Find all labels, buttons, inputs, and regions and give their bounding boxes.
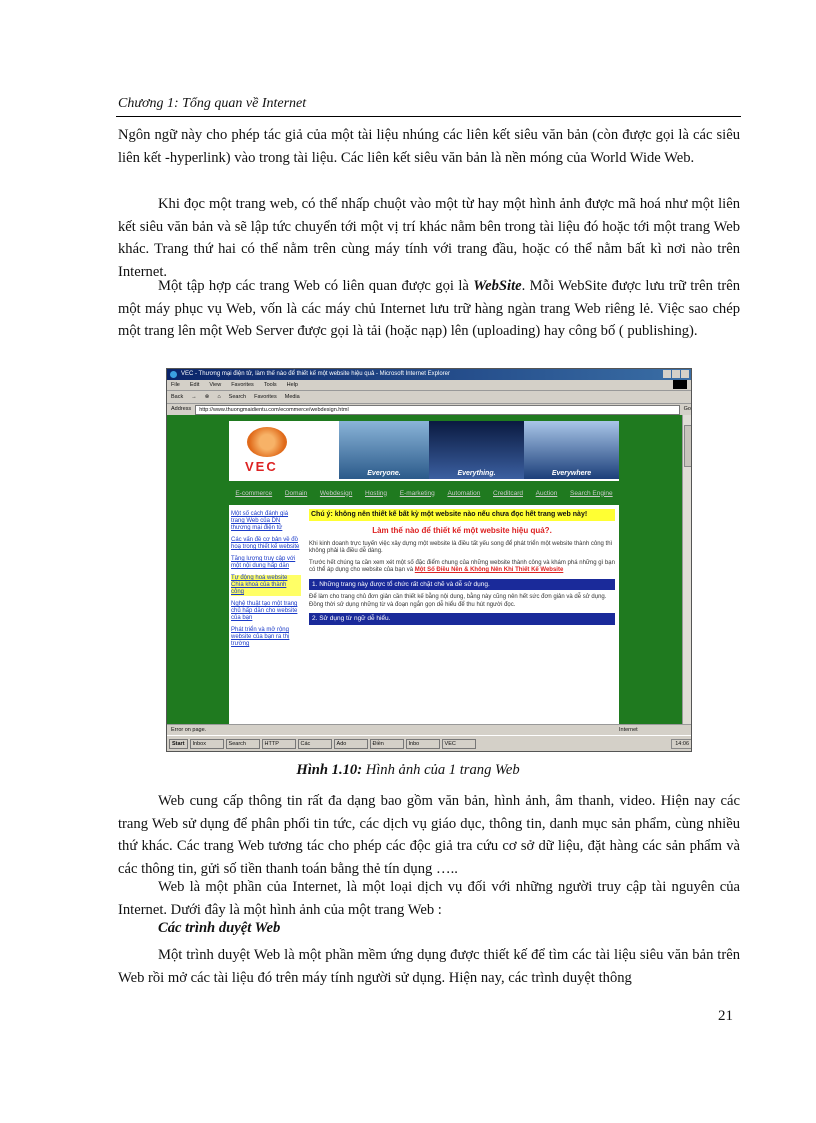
site-heading: Làm thế nào để thiết kế một website hiệu quả?. — [372, 526, 552, 535]
browser-titlebar — [167, 369, 691, 380]
paragraph-5: Web là một phần của Internet, là một loại dịch vụ đối với những người truy cập tài nguyên của Internet. Dưới đây là một hình ảnh của một trang Web : — [118, 879, 740, 918]
figure-text: Hình ảnh của 1 trang Web — [362, 762, 520, 778]
search-button: Search — [228, 394, 247, 400]
site-notice: Chú ý: không nên thiết kế bất kỳ một website nào nếu chưa đọc hết trang web này! — [309, 509, 615, 521]
task-item: VEC — [442, 739, 476, 749]
site-main-content — [309, 509, 615, 724]
nav-search-engine: Search Engine — [570, 489, 613, 497]
banner-text-3: Everywhere — [551, 470, 592, 477]
banner-image-1 — [339, 421, 429, 479]
paragraph-1: Ngôn ngữ này cho phép tác giả của một tài liệu nhúng các liên kết siêu văn bản (còn được gọi là các siêu liên kết -hyperlink) vào trong tài liệu. Các liên kết siêu văn bản là nền móng của World Wide Web. — [118, 127, 740, 166]
maximize-icon — [672, 370, 680, 378]
start-button: Start — [169, 739, 188, 749]
tray-clock: 14:06 — [671, 739, 692, 749]
nav-creditcard: Creditcard — [493, 489, 523, 497]
close-icon — [681, 370, 689, 378]
site-body-3: Để làm cho trang chủ đơn giản cần thiết kế bằng nội dung, bằng này cũng nên hết sức đơn giản và dễ sử dụng. Đồng thời sử dụng những từ và đoạn ngắn gọn dễ hiểu để thu hút người đọc. — [309, 594, 607, 608]
page-viewport — [167, 415, 691, 724]
address-label: Address — [171, 406, 192, 412]
menu-edit: Edit — [189, 382, 200, 388]
status-zone: Internet — [619, 727, 638, 733]
p3-before: Một tập hợp các trang Web có liên quan được gọi là — [158, 278, 474, 294]
side-link: Các vấn đề cơ bản về đồ hoạ trong thiết kế website — [231, 537, 300, 550]
browser-title: VEC - Thương mại điện tử, làm thế nào để thiết kế một website hiệu quả - Microsoft Internet Explorer — [181, 371, 450, 377]
banner-image-2 — [429, 421, 524, 479]
windows-logo-icon — [673, 380, 687, 389]
side-link: Một số cách đánh giá trang Web của DN thương mại điện tử — [231, 511, 289, 531]
site-nav — [229, 483, 619, 503]
nav-emarketing: E-marketing — [399, 489, 435, 497]
media-button: Media — [284, 394, 300, 400]
status-bar — [167, 724, 692, 735]
website-term: WebSite — [473, 278, 522, 294]
task-item: Inbo — [406, 739, 440, 749]
menu-view: View — [209, 382, 222, 388]
site-banner — [229, 421, 619, 479]
scrollbar-thumb — [684, 425, 692, 467]
nav-automation: Automation — [447, 489, 481, 497]
site-body-2 — [309, 560, 615, 575]
side-link: Nghệ thuật tạo một trang chủ hấp dẫn cho website của bạn — [231, 601, 298, 621]
site-section-2: 2. Sử dụng từ ngữ dễ hiểu. — [309, 613, 615, 625]
header-rule — [116, 116, 741, 117]
nav-ecommerce: E-commerce — [235, 489, 273, 497]
side-link-highlighted: Tự động hoá website Chìa khoá của thành công — [231, 575, 301, 596]
nav-webdesign: Webdesign — [319, 489, 353, 497]
nav-auction: Auction — [535, 489, 558, 497]
window-buttons — [663, 370, 689, 378]
site-body-2-text: Trước hết chúng ta cần xem xét một số đặc điểm chung của những website thành công và khám phá những gì bạn có thể áp dụng cho website của bạn và — [309, 559, 615, 573]
vec-logo-icon — [247, 427, 287, 457]
back-button: Back — [171, 394, 184, 400]
task-item: Inbox — [190, 739, 224, 749]
paragraph-2: Khi đọc một trang web, có thể nhấp chuột vào một từ hay một hình ảnh được mã hoá như một liên kết siêu văn bản và sẽ lập tức chuyển tới một vị trí khác nằm bên trong tài liệu đó hoặc tới một trang Web khác. Trang thứ hai có thể nằm trên cùng máy tính với trang đầu, hoặc có thể nằm bất kì nơi nào trên Internet. — [118, 196, 740, 280]
task-item: HTTP — [262, 739, 296, 749]
browser-screenshot — [166, 368, 692, 752]
vec-logo-text: VEC — [245, 459, 278, 474]
favorites-button: Favorites — [254, 394, 277, 400]
menu-tools: Tools — [263, 382, 277, 388]
site-body-2-link: Một Số Điều Nên & Không Nên Khi Thiết Kế Website — [414, 567, 564, 573]
forward-icon: → — [191, 394, 197, 400]
site-body-1: Khi kinh doanh trực tuyến việc xây dựng một website là điều tất yếu song để phát triển một website thành công thì không phải là điều dễ dàng. — [309, 540, 613, 554]
vertical-scrollbar — [682, 415, 691, 724]
go-button: Go — [683, 406, 691, 412]
address-input: http://www.thuongmaidientu.com/ecommerce/webdesign.html — [195, 405, 679, 415]
task-item: Điền — [370, 739, 404, 749]
nav-hosting: Hosting — [365, 489, 388, 497]
banner-image-3 — [524, 421, 619, 479]
minimize-icon — [663, 370, 671, 378]
figure-caption — [0, 762, 816, 779]
menu-favorites: Favorites — [231, 382, 254, 388]
windows-taskbar — [167, 735, 692, 752]
toolbar — [167, 391, 691, 404]
side-links — [231, 511, 301, 653]
site-section-1: 1. Những trang này được tổ chức rất chặt chẽ và dễ sử dụng. — [309, 579, 615, 591]
p3-after: . Mỗi WebSite được lưu trữ trên trên một máy phục vụ Web, vốn là các máy chủ Internet lưu trữ hàng ngàn trang Web riêng lẻ. Việc sao chép một trang lên một Web Server được gọi là tải (hoặc nạp) lên (uploading) hay công bố ( publishing). — [118, 278, 741, 339]
task-item: Search — [226, 739, 260, 749]
home-icon: ⌂ — [217, 394, 221, 400]
subheading: Các trình duyệt Web — [158, 920, 281, 936]
figure-label: Hình 1.10: — [296, 762, 363, 778]
menu-file: File — [171, 382, 180, 388]
status-text: Error on page. — [171, 727, 207, 733]
menu-bar — [167, 380, 691, 391]
side-link: Phát triển và mở rộng website của bạn ra thị trường — [231, 627, 290, 647]
paragraph-3 — [118, 275, 740, 343]
banner-text-2: Everything. — [457, 470, 496, 477]
menu-help: Help — [286, 382, 298, 388]
vec-website — [229, 421, 619, 724]
nav-domain: Domain — [284, 489, 308, 497]
side-link: Tăng lượng truy cập với một nội dung hấp dẫn — [231, 556, 296, 569]
chapter-header: Chương 1: Tổng quan về Internet — [118, 96, 307, 111]
paragraph-4: Web cung cấp thông tin rất đa dạng bao gồm văn bản, hình ảnh, âm thanh, video. Hiện nay các trang Web sử dụng để phân phối tin tức, các dịch vụ giáo dục, thông tin, danh mục sản phẩm, cùng nhiều thứ khác. Các trang Web tương tác cho phép các độc giả tra cứu cơ sở dữ liệu, đặt hàng các sản phẩm và các thông tin, gửi số tiền thanh toán bằng thẻ tín dụng ….. — [118, 793, 740, 877]
task-item: Các — [298, 739, 332, 749]
stop-icon: ⊗ — [204, 394, 210, 400]
ie-icon — [170, 371, 177, 378]
page-number: 21 — [718, 1008, 733, 1024]
task-item: Ado — [334, 739, 368, 749]
paragraph-6: Một trình duyệt Web là một phần mềm ứng dụng được thiết kế để tìm các tài liệu siêu văn bản trên Web rồi mở các tài liệu đó trên máy tính người sử dụng. Hiện nay, các trình duyệt thông — [118, 947, 740, 986]
banner-text-1: Everyone. — [367, 470, 401, 477]
